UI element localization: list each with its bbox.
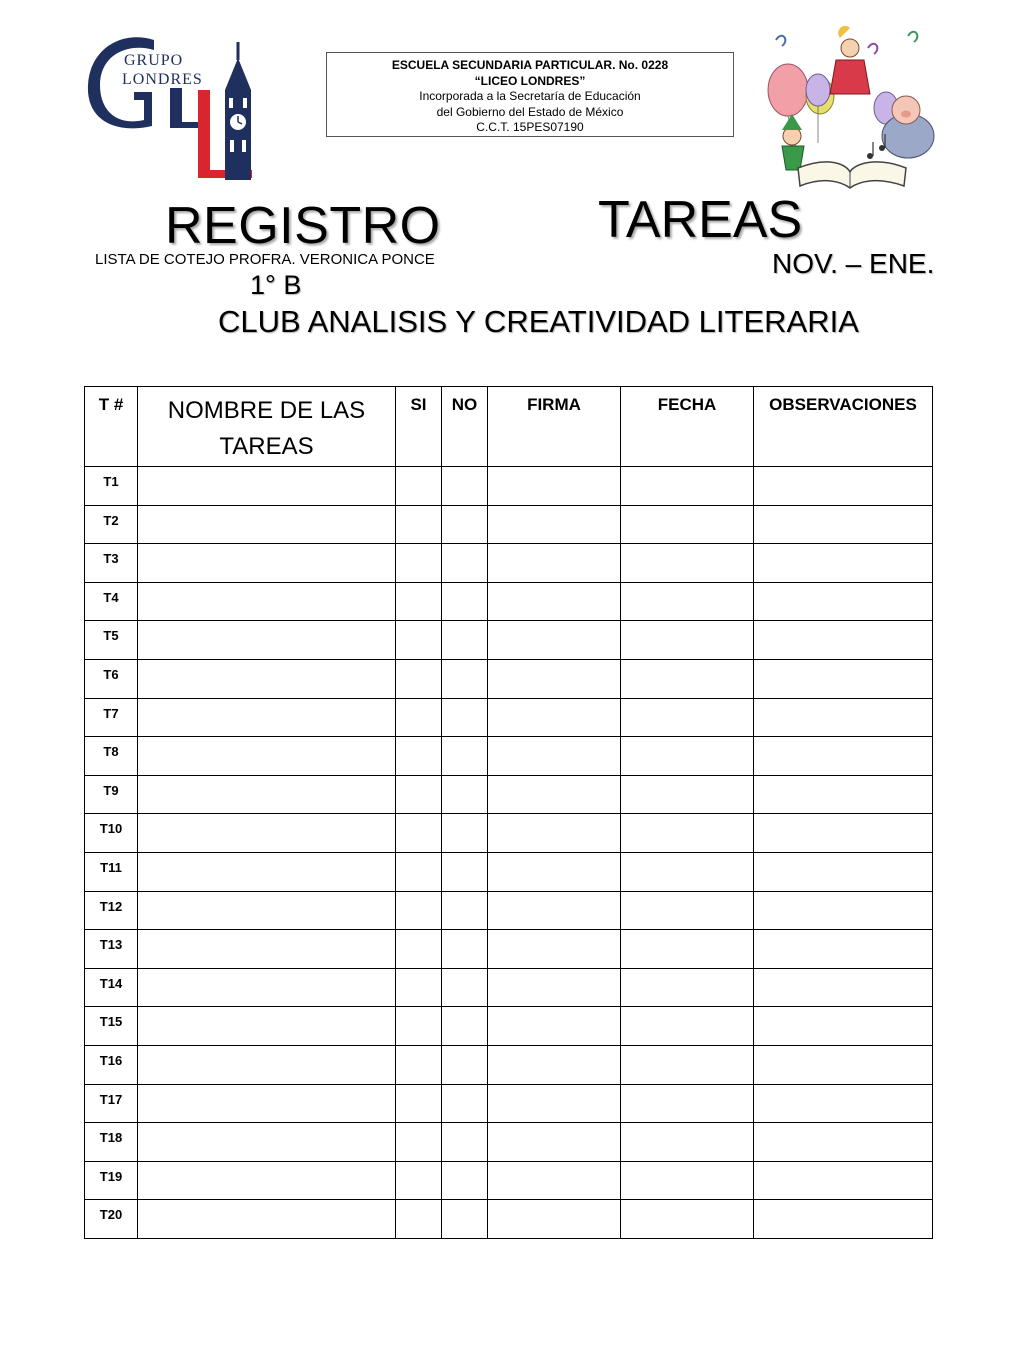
signature-cell[interactable] xyxy=(488,1084,621,1123)
task-number-cell: T12 xyxy=(85,891,138,930)
table-row xyxy=(85,968,933,1007)
no-cell[interactable] xyxy=(442,737,488,776)
signature-cell[interactable] xyxy=(488,930,621,969)
yes-cell[interactable] xyxy=(396,659,442,698)
task-name-cell[interactable] xyxy=(138,1200,396,1239)
task-name-cell[interactable] xyxy=(138,737,396,776)
task-name-cell[interactable] xyxy=(138,1007,396,1046)
table-row xyxy=(85,814,933,853)
yes-cell[interactable] xyxy=(396,1007,442,1046)
yes-cell[interactable] xyxy=(396,775,442,814)
table-row xyxy=(85,1161,933,1200)
task-number-cell: T1 xyxy=(85,467,138,506)
task-number-cell: T17 xyxy=(85,1084,138,1123)
signature-cell[interactable] xyxy=(488,968,621,1007)
no-cell[interactable] xyxy=(442,1161,488,1200)
title-tareas: TAREAS xyxy=(598,191,803,249)
task-name-cell[interactable] xyxy=(138,698,396,737)
yes-cell[interactable] xyxy=(396,1084,442,1123)
school-cct: C.C.T. 15PES07190 xyxy=(476,120,584,134)
task-number-cell: T8 xyxy=(85,737,138,776)
open-book-characters-icon xyxy=(758,18,940,196)
signature-cell[interactable] xyxy=(488,505,621,544)
signature-cell[interactable] xyxy=(488,737,621,776)
signature-cell[interactable] xyxy=(488,621,621,660)
task-number-cell: T4 xyxy=(85,582,138,621)
observations-cell[interactable] xyxy=(754,659,933,698)
table-row xyxy=(85,505,933,544)
task-name-cell[interactable] xyxy=(138,467,396,506)
table-row xyxy=(85,1123,933,1162)
task-name-cell[interactable] xyxy=(138,775,396,814)
period-label: NOV. – ENE. xyxy=(772,248,935,279)
school-incorporation: Incorporada a la Secretaría de Educación xyxy=(419,89,641,103)
signature-cell[interactable] xyxy=(488,775,621,814)
yes-cell[interactable] xyxy=(396,737,442,776)
date-cell[interactable] xyxy=(621,814,754,853)
observations-cell[interactable] xyxy=(754,737,933,776)
table-row xyxy=(85,1007,933,1046)
table-row xyxy=(85,621,933,660)
no-cell[interactable] xyxy=(442,775,488,814)
task-name-cell[interactable] xyxy=(138,814,396,853)
observations-cell[interactable] xyxy=(754,775,933,814)
signature-cell[interactable] xyxy=(488,582,621,621)
task-number-cell: T18 xyxy=(85,1123,138,1162)
header-yes: SI xyxy=(396,387,442,467)
signature-cell[interactable] xyxy=(488,544,621,583)
signature-cell[interactable] xyxy=(488,814,621,853)
observations-cell[interactable] xyxy=(754,1123,933,1162)
no-cell[interactable] xyxy=(442,1123,488,1162)
header-task-name: NOMBRE DE LAS TAREAS xyxy=(138,387,396,467)
task-number-cell: T2 xyxy=(85,505,138,544)
date-cell[interactable] xyxy=(621,698,754,737)
header-no: NO xyxy=(442,387,488,467)
yes-cell[interactable] xyxy=(396,505,442,544)
header-task-number: T # xyxy=(85,387,138,467)
task-number-cell: T14 xyxy=(85,968,138,1007)
task-number-cell: T5 xyxy=(85,621,138,660)
task-name-cell[interactable] xyxy=(138,1161,396,1200)
observations-cell[interactable] xyxy=(754,1200,933,1239)
logo-line2: LONDRES xyxy=(122,71,203,88)
observations-cell[interactable] xyxy=(754,968,933,1007)
date-cell[interactable] xyxy=(621,775,754,814)
table-row xyxy=(85,852,933,891)
yes-cell[interactable] xyxy=(396,1161,442,1200)
task-name-cell[interactable] xyxy=(138,1123,396,1162)
observations-cell[interactable] xyxy=(754,852,933,891)
yes-cell[interactable] xyxy=(396,467,442,506)
task-number-cell: T6 xyxy=(85,659,138,698)
observations-cell[interactable] xyxy=(754,467,933,506)
date-cell[interactable] xyxy=(621,1161,754,1200)
checklist-teacher-label: LISTA DE COTEJO PROFRA. VERONICA PONCE xyxy=(95,251,435,268)
observations-cell[interactable] xyxy=(754,930,933,969)
task-number-cell: T20 xyxy=(85,1200,138,1239)
task-name-cell[interactable] xyxy=(138,1084,396,1123)
signature-cell[interactable] xyxy=(488,467,621,506)
yes-cell[interactable] xyxy=(396,814,442,853)
date-cell[interactable] xyxy=(621,467,754,506)
table-row xyxy=(85,467,933,506)
storybook-illustration xyxy=(758,18,940,196)
school-name: ESCUELA SECUNDARIA PARTICULAR. No. 0228 xyxy=(391,58,669,72)
task-number-cell: T7 xyxy=(85,698,138,737)
no-cell[interactable] xyxy=(442,852,488,891)
date-cell[interactable] xyxy=(621,505,754,544)
header-signature: FIRMA xyxy=(488,387,621,467)
table-row xyxy=(85,582,933,621)
no-cell[interactable] xyxy=(442,582,488,621)
yes-cell[interactable] xyxy=(396,582,442,621)
task-name-cell[interactable] xyxy=(138,505,396,544)
signature-cell[interactable] xyxy=(488,659,621,698)
school-subname: “LICEO LONDRES” xyxy=(474,73,586,88)
observations-cell[interactable] xyxy=(754,505,933,544)
table-row xyxy=(85,775,933,814)
date-cell[interactable] xyxy=(621,968,754,1007)
no-cell[interactable] xyxy=(442,505,488,544)
table-row xyxy=(85,1200,933,1239)
header-date: FECHA xyxy=(621,387,754,467)
task-name-cell[interactable] xyxy=(138,621,396,660)
task-name-cell[interactable] xyxy=(138,1045,396,1084)
date-cell[interactable] xyxy=(621,621,754,660)
observations-cell[interactable] xyxy=(754,1084,933,1123)
observations-cell[interactable] xyxy=(754,891,933,930)
date-cell[interactable] xyxy=(621,1123,754,1162)
task-name-cell[interactable] xyxy=(138,659,396,698)
no-cell[interactable] xyxy=(442,698,488,737)
no-cell[interactable] xyxy=(442,930,488,969)
no-cell[interactable] xyxy=(442,1084,488,1123)
no-cell[interactable] xyxy=(442,891,488,930)
yes-cell[interactable] xyxy=(396,1123,442,1162)
signature-cell[interactable] xyxy=(488,891,621,930)
task-name-cell[interactable] xyxy=(138,852,396,891)
club-name: CLUB ANALISIS Y CREATIVIDAD LITERARIA xyxy=(218,304,859,339)
school-government: del Gobierno del Estado de México xyxy=(436,104,624,119)
no-cell[interactable] xyxy=(442,621,488,660)
task-number-cell: T13 xyxy=(85,930,138,969)
task-number-cell: T16 xyxy=(85,1045,138,1084)
date-cell[interactable] xyxy=(621,582,754,621)
date-cell[interactable] xyxy=(621,1084,754,1123)
signature-cell[interactable] xyxy=(488,1045,621,1084)
signature-cell[interactable] xyxy=(488,852,621,891)
table-row xyxy=(85,544,933,583)
school-info-box xyxy=(326,52,734,137)
signature-cell[interactable] xyxy=(488,698,621,737)
table-row xyxy=(85,1045,933,1084)
date-cell[interactable] xyxy=(621,659,754,698)
signature-cell[interactable] xyxy=(488,1161,621,1200)
title-registro: REGISTRO xyxy=(165,197,441,255)
table-row xyxy=(85,659,933,698)
table-row xyxy=(85,930,933,969)
task-name-cell[interactable] xyxy=(138,968,396,1007)
yes-cell[interactable] xyxy=(396,968,442,1007)
observations-cell[interactable] xyxy=(754,814,933,853)
task-number-cell: T10 xyxy=(85,814,138,853)
yes-cell[interactable] xyxy=(396,1045,442,1084)
signature-cell[interactable] xyxy=(488,1200,621,1239)
task-register-table xyxy=(84,386,933,1239)
task-name-cell[interactable] xyxy=(138,544,396,583)
date-cell[interactable] xyxy=(621,891,754,930)
no-cell[interactable] xyxy=(442,467,488,506)
task-name-cell[interactable] xyxy=(138,582,396,621)
yes-cell[interactable] xyxy=(396,698,442,737)
yes-cell[interactable] xyxy=(396,930,442,969)
signature-cell[interactable] xyxy=(488,1007,621,1046)
grupo-londres-logo xyxy=(82,30,272,185)
observations-cell[interactable] xyxy=(754,1007,933,1046)
no-cell[interactable] xyxy=(442,544,488,583)
header-observations: OBSERVACIONES xyxy=(754,387,933,467)
task-number-cell: T3 xyxy=(85,544,138,583)
date-cell[interactable] xyxy=(621,852,754,891)
no-cell[interactable] xyxy=(442,1045,488,1084)
observations-cell[interactable] xyxy=(754,1161,933,1200)
yes-cell[interactable] xyxy=(396,852,442,891)
signature-cell[interactable] xyxy=(488,1123,621,1162)
date-cell[interactable] xyxy=(621,1045,754,1084)
observations-cell[interactable] xyxy=(754,698,933,737)
observations-cell[interactable] xyxy=(754,582,933,621)
no-cell[interactable] xyxy=(442,1007,488,1046)
table-row xyxy=(85,698,933,737)
observations-cell[interactable] xyxy=(754,621,933,660)
task-number-cell: T9 xyxy=(85,775,138,814)
date-cell[interactable] xyxy=(621,930,754,969)
group-label: 1° B xyxy=(250,270,302,300)
table-row xyxy=(85,891,933,930)
date-cell[interactable] xyxy=(621,544,754,583)
table-row xyxy=(85,737,933,776)
yes-cell[interactable] xyxy=(396,544,442,583)
date-cell[interactable] xyxy=(621,1200,754,1239)
no-cell[interactable] xyxy=(442,814,488,853)
task-number-cell: T19 xyxy=(85,1161,138,1200)
task-name-cell[interactable] xyxy=(138,930,396,969)
no-cell[interactable] xyxy=(442,968,488,1007)
yes-cell[interactable] xyxy=(396,621,442,660)
task-name-cell[interactable] xyxy=(138,891,396,930)
no-cell[interactable] xyxy=(442,1200,488,1239)
yes-cell[interactable] xyxy=(396,1200,442,1239)
date-cell[interactable] xyxy=(621,1007,754,1046)
task-number-cell: T11 xyxy=(85,852,138,891)
date-cell[interactable] xyxy=(621,737,754,776)
observations-cell[interactable] xyxy=(754,544,933,583)
no-cell[interactable] xyxy=(442,659,488,698)
table-header-row xyxy=(85,387,933,467)
logo-line1: GRUPO xyxy=(124,52,184,69)
task-number-cell: T15 xyxy=(85,1007,138,1046)
table-row xyxy=(85,1084,933,1123)
observations-cell[interactable] xyxy=(754,1045,933,1084)
yes-cell[interactable] xyxy=(396,891,442,930)
